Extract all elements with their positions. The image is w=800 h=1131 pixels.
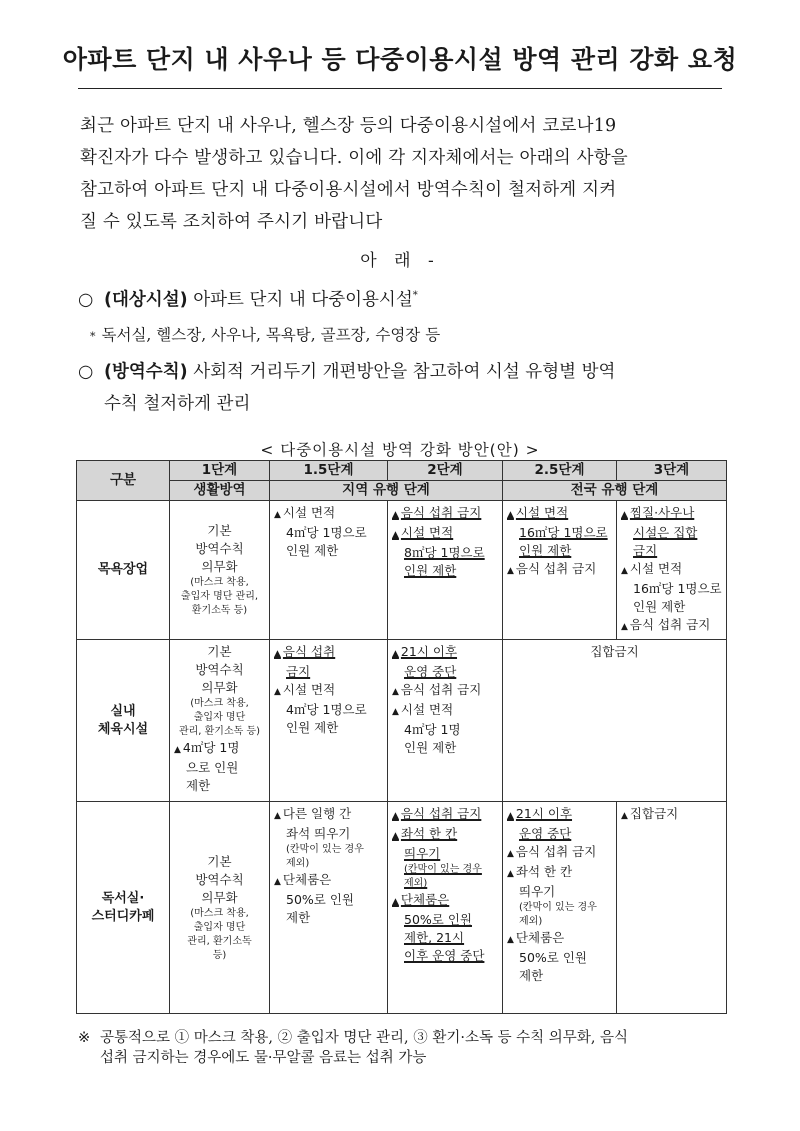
- rule-item: [274, 504, 383, 560]
- cell-stage-3: [617, 802, 727, 1014]
- cell-small-text: 출입자 명단 관리,: [180, 591, 259, 602]
- triangle-bullet-icon: ▲: [392, 707, 399, 717]
- cell-text: 제한, 21시: [404, 930, 465, 945]
- triangle-bullet-icon: ▲: [621, 811, 628, 821]
- header-stage-1: 1단계: [170, 461, 270, 481]
- cell-text: 기본: [207, 523, 232, 538]
- rule-item: [507, 504, 612, 560]
- triangle-bullet-icon: ▲: [392, 831, 399, 841]
- cell-text: 제한: [186, 778, 211, 793]
- cell-text: 4㎡당 1명으로: [286, 525, 367, 540]
- cell-text: 의무화: [201, 680, 238, 695]
- triangle-bullet-icon: ▲: [507, 849, 514, 859]
- triangle-bullet-icon: ▲: [507, 811, 514, 821]
- bullet-text-continued: 수칙 철저하게 관리: [104, 394, 251, 414]
- cell-text: 시설은 집합: [633, 525, 698, 540]
- cell-text: 21시 이후: [515, 806, 573, 821]
- header-row-phases: [77, 481, 727, 501]
- intro-line: 참고하여 아파트 단지 내 다중이용시설에서 방역수칙이 철저하게 지켜: [80, 180, 617, 200]
- header-stage-1-5: 1.5단계: [270, 461, 388, 481]
- circle-bullet-icon: ○: [78, 362, 94, 382]
- rule-item: [392, 681, 498, 701]
- table-row: [77, 501, 727, 640]
- cell-text: 시설 면적: [282, 682, 336, 697]
- intro-paragraph: [80, 110, 730, 238]
- cell-text: 실내: [110, 703, 136, 719]
- header-stage-3: 3단계: [617, 461, 727, 481]
- row-header-gym: [77, 640, 170, 802]
- row-header-bath: 목욕장업: [77, 501, 170, 640]
- cell-small-text: 관리, 환기소독 등): [178, 726, 261, 737]
- cell-text: 음식 섭취: [282, 644, 336, 659]
- bullet-text: 아파트 단지 내 다중이용시설: [187, 289, 413, 310]
- cell-text: 4㎡당 1명: [404, 722, 461, 737]
- triangle-bullet-icon: ▲: [392, 687, 399, 697]
- cell-text: 50%로 인원: [286, 892, 354, 907]
- cell-small-text: (마스크 착용,: [190, 907, 249, 919]
- triangle-bullet-icon: ▲: [392, 811, 399, 821]
- triangle-bullet-icon: ▲: [392, 510, 399, 520]
- triangle-bullet-icon: ▲: [174, 745, 181, 755]
- cell-text: 인원 제한: [286, 720, 339, 735]
- cell-small-text: (마스크 착용,: [190, 698, 249, 709]
- header-gubun: 구분: [77, 461, 170, 501]
- footnote-mark: *: [412, 290, 418, 301]
- cell-basic-rules: [170, 501, 270, 640]
- cell-text: 음식 섭취 금지: [629, 617, 711, 632]
- cell-text: 이후 운영 중단: [404, 948, 485, 963]
- bullet-target-facility: [78, 280, 728, 316]
- cell-text: 방역수칙: [195, 662, 244, 677]
- cell-text: 금지: [286, 664, 311, 679]
- triangle-bullet-icon: ▲: [274, 687, 281, 697]
- quarantine-policy-table: [76, 460, 727, 1014]
- cell-text: 좌석 한 칸: [400, 826, 458, 841]
- header-stage-2-5: 2.5단계: [503, 461, 617, 481]
- cell-text: 의무화: [201, 559, 238, 574]
- intro-line: 확진자가 다수 발생하고 있습니다. 이에 각 지자체에서는 아래의 사항을: [80, 148, 628, 168]
- cell-text: 음식 섭취 금지: [400, 505, 482, 520]
- cell-text: 띄우기: [404, 846, 441, 861]
- cell-text: 8㎡당 1명으로: [404, 545, 485, 560]
- bullet-quarantine-rules: [78, 356, 728, 420]
- cell-text: 시설 면적: [629, 561, 683, 576]
- triangle-bullet-icon: ▲: [274, 510, 281, 520]
- rule-item: [274, 805, 383, 843]
- cell-small-text: 등): [212, 949, 227, 961]
- triangle-bullet-icon: ▲: [507, 935, 514, 945]
- cell-text: 기본: [207, 853, 232, 869]
- cell-stage-1-5: [270, 501, 388, 640]
- rule-item: [507, 805, 612, 843]
- rule-item: [174, 739, 265, 795]
- cell-stage-1-5: [270, 640, 388, 802]
- rule-item: [621, 560, 722, 616]
- cell-text: 띄우기: [519, 884, 556, 899]
- reference-mark-icon: ※: [78, 1030, 91, 1046]
- cell-small-text: 환기소독 등): [191, 605, 248, 616]
- triangle-bullet-icon: ▲: [274, 811, 281, 821]
- cell-stage-3: [617, 501, 727, 640]
- cell-text: 인원 제한: [633, 599, 686, 614]
- cell-stage-2-5-and-3: 집합금지: [503, 640, 727, 802]
- header-national-phase: 전국 유행 단계: [503, 481, 727, 501]
- asterisk-icon: *: [90, 330, 96, 343]
- triangle-bullet-icon: ▲: [392, 530, 399, 540]
- triangle-bullet-icon: ▲: [392, 897, 399, 907]
- cell-text: 기본: [207, 644, 232, 659]
- cell-small-text: (칸막이 있는 경우: [286, 844, 364, 855]
- cell-text: 다른 일행 간: [282, 806, 352, 821]
- triangle-bullet-icon: ▲: [507, 510, 514, 520]
- cell-text: 4㎡당 1명: [182, 740, 240, 755]
- table-row: [77, 640, 727, 802]
- rule-item: [274, 681, 383, 737]
- cell-text: 단체룸은: [282, 872, 332, 887]
- cell-text: 단체룸은: [400, 892, 450, 907]
- circle-bullet-icon: ○: [78, 289, 94, 310]
- note-text: 독서실, 헬스장, 사우나, 목욕탕, 골프장, 수영장 등: [101, 326, 441, 344]
- rule-item: [621, 805, 722, 825]
- table-row: [77, 802, 727, 1014]
- cell-small-text: 제외): [286, 858, 310, 869]
- cell-text: 인원 제한: [519, 543, 572, 558]
- cell-basic-rules: [170, 802, 270, 1014]
- cell-small-text: 출입자 명단: [193, 712, 246, 723]
- cell-text: 음식 섭취 금지: [400, 806, 482, 821]
- rule-item: [621, 504, 722, 560]
- target-facility-note: [90, 322, 440, 350]
- cell-stage-2: [388, 640, 503, 802]
- cell-small-text: 제외): [404, 878, 428, 889]
- common-footnote: [78, 1028, 728, 1068]
- cell-text: 50%로 인원: [519, 950, 587, 965]
- section-heading: 아 래 -: [360, 251, 440, 271]
- rule-item: [392, 805, 498, 825]
- cell-text: 4㎡당 1명으로: [286, 702, 367, 717]
- cell-text: 운영 중단: [404, 664, 457, 679]
- rule-item: [392, 825, 498, 863]
- cell-text: 50%로 인원: [404, 912, 472, 927]
- cell-stage-2: [388, 802, 503, 1014]
- bullet-label: (방역수칙): [104, 362, 188, 382]
- intro-line: 질 수 있도록 조치하여 주시기 바랍니다: [80, 212, 383, 232]
- cell-text: 방역수칙: [195, 541, 244, 556]
- triangle-bullet-icon: ▲: [392, 649, 399, 659]
- cell-text: 집합금지: [629, 806, 679, 821]
- cell-stage-1-5: [270, 802, 388, 1014]
- table-caption: < 다중이용시설 방역 강화 방안(안) >: [260, 441, 540, 459]
- cell-text: 운영 중단: [519, 826, 572, 841]
- rule-item: [507, 929, 612, 985]
- cell-text: 16㎡당 1명으로: [633, 581, 722, 596]
- rule-item: [274, 871, 383, 927]
- cell-basic-rules: [170, 640, 270, 802]
- cell-text: 방역수칙: [195, 871, 244, 887]
- rule-item: [392, 643, 498, 681]
- cell-text: 시설 면적: [400, 525, 454, 540]
- rule-item: [507, 560, 612, 580]
- rule-item: [274, 643, 383, 681]
- header-row-stages: [77, 461, 727, 481]
- cell-text: 찜질·사우나: [629, 505, 695, 520]
- cell-text: 시설 면적: [515, 505, 569, 520]
- triangle-bullet-icon: ▲: [621, 566, 628, 576]
- cell-stage-2: [388, 501, 503, 640]
- page-title: 아파트 단지 내 사우나 등 다중이용시설 방역 관리 강화 요청: [62, 45, 738, 74]
- cell-text: 인원 제한: [404, 740, 457, 755]
- cell-text: 단체룸은: [515, 930, 565, 945]
- rule-item: [392, 524, 498, 580]
- cell-text: 의무화: [201, 889, 238, 905]
- cell-text: 독서실·: [101, 890, 145, 906]
- cell-text: 인원 제한: [286, 543, 339, 558]
- title-divider: [78, 88, 722, 89]
- cell-text: 제한: [286, 910, 311, 925]
- header-life-quarantine: 생활방역: [170, 481, 270, 501]
- cell-text: 시설 면적: [282, 505, 336, 520]
- triangle-bullet-icon: ▲: [274, 877, 281, 887]
- cell-stage-2-5: [503, 802, 617, 1014]
- cell-small-text: (칸막이 있는 경우: [404, 864, 482, 875]
- intro-line: 최근 아파트 단지 내 사우나, 헬스장 등의 다중이용시설에서 코로나19: [80, 116, 617, 136]
- triangle-bullet-icon: ▲: [274, 649, 281, 659]
- bullet-text: 사회적 거리두기 개편방안을 참고하여 시설 유형별 방역: [187, 362, 616, 382]
- cell-small-text: (칸막이 있는 경우: [519, 902, 597, 913]
- cell-small-text: (마스크 착용,: [190, 577, 249, 588]
- cell-text: 좌석 한 칸: [515, 864, 573, 879]
- cell-text: 시설 면적: [400, 702, 454, 717]
- header-regional-phase: 지역 유행 단계: [270, 481, 503, 501]
- cell-small-text: 출입자 명단: [193, 921, 246, 933]
- triangle-bullet-icon: ▲: [507, 566, 514, 576]
- rule-item: [507, 843, 612, 863]
- header-stage-2: 2단계: [388, 461, 503, 481]
- cell-text: 음식 섭취 금지: [515, 844, 597, 859]
- cell-text: 21시 이후: [400, 644, 458, 659]
- footnote-text: 공통적으로 ① 마스크 착용, ② 출입자 명단 관리, ③ 환기·소독 등 수칙 의무화, 음식: [100, 1030, 629, 1046]
- cell-stage-2-5: [503, 501, 617, 640]
- rule-item: [621, 616, 722, 636]
- cell-text: 금지: [633, 543, 658, 558]
- cell-small-text: 관리, 환기소독: [187, 935, 252, 947]
- cell-text: 16㎡당 1명으로: [519, 525, 608, 540]
- triangle-bullet-icon: ▲: [621, 622, 628, 632]
- triangle-bullet-icon: ▲: [621, 510, 628, 520]
- cell-text: 스터디카페: [91, 908, 155, 924]
- cell-text: 좌석 띄우기: [286, 826, 351, 841]
- cell-text: 으로 인원: [186, 760, 239, 775]
- cell-text: 제한: [519, 968, 544, 983]
- footnote-text-continued: 섭취 금지하는 경우에도 물·무알콜 음료는 섭취 가능: [100, 1050, 427, 1066]
- rule-item: [392, 504, 498, 524]
- cell-text: 인원 제한: [404, 563, 457, 578]
- cell-text: 체육시설: [97, 721, 149, 737]
- rule-item: [392, 701, 498, 757]
- rule-item: [392, 891, 498, 965]
- rule-item: [507, 863, 612, 901]
- row-header-study: [77, 802, 170, 1014]
- cell-text: 음식 섭취 금지: [400, 682, 482, 697]
- triangle-bullet-icon: ▲: [507, 869, 514, 879]
- cell-text: 음식 섭취 금지: [515, 561, 597, 576]
- bullet-label: (대상시설): [104, 289, 188, 310]
- cell-small-text: 제외): [519, 916, 543, 927]
